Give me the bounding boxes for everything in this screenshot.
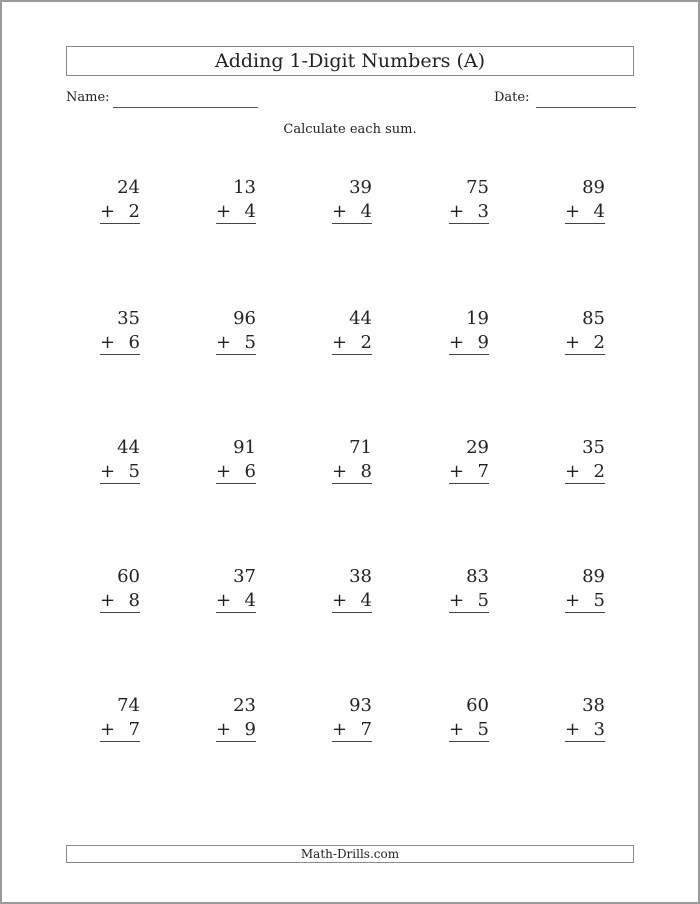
addition-problem — [332, 175, 372, 224]
plus-sign: + — [100, 590, 116, 611]
date-field[interactable] — [536, 107, 636, 108]
addition-problem — [449, 564, 489, 613]
addend-bottom-row — [216, 332, 256, 355]
plus-sign: + — [216, 719, 232, 740]
addition-problem — [332, 306, 372, 355]
addend-bottom: 6 — [128, 332, 140, 353]
addend-bottom-row — [100, 201, 140, 224]
addend-bottom-row — [216, 719, 256, 742]
addend-bottom-row — [565, 461, 605, 484]
addend-bottom: 5 — [593, 590, 605, 611]
addition-problem — [332, 693, 372, 742]
plus-sign: + — [565, 461, 581, 482]
plus-sign: + — [216, 590, 232, 611]
addend-bottom: 5 — [244, 332, 256, 353]
plus-sign: + — [332, 590, 348, 611]
addition-problem — [100, 175, 140, 224]
addend-top: 24 — [117, 177, 140, 198]
addend-bottom: 7 — [477, 461, 489, 482]
addition-problem — [565, 693, 605, 742]
addition-problem — [100, 306, 140, 355]
addition-problem — [565, 435, 605, 484]
addend-bottom: 9 — [477, 332, 489, 353]
addend-bottom: 7 — [360, 719, 372, 740]
plus-sign: + — [216, 332, 232, 353]
addition-problem — [332, 564, 372, 613]
instructions: Calculate each sum. — [283, 122, 417, 137]
addend-top: 13 — [233, 177, 256, 198]
plus-sign: + — [332, 201, 348, 222]
addend-bottom-row — [449, 719, 489, 742]
addend-bottom-row — [216, 590, 256, 613]
worksheet-title: Adding 1-Digit Numbers (A) — [66, 46, 634, 76]
addend-top: 23 — [233, 695, 256, 716]
addend-bottom: 4 — [360, 590, 372, 611]
addend-bottom: 6 — [244, 461, 256, 482]
addend-bottom-row — [449, 201, 489, 224]
name-label: Name: — [66, 90, 110, 105]
addend-bottom-row — [332, 461, 372, 484]
addend-bottom-row — [449, 332, 489, 355]
addition-problem — [216, 435, 256, 484]
plus-sign: + — [449, 461, 465, 482]
addend-top: 19 — [466, 308, 489, 329]
addend-top: 89 — [582, 566, 605, 587]
addend-bottom: 4 — [244, 201, 256, 222]
addition-problem — [449, 175, 489, 224]
addend-top: 71 — [349, 437, 372, 458]
addend-bottom-row — [216, 461, 256, 484]
plus-sign: + — [100, 719, 116, 740]
date-label: Date: — [494, 90, 530, 105]
addend-top: 39 — [349, 177, 372, 198]
plus-sign: + — [100, 461, 116, 482]
addend-top: 93 — [349, 695, 372, 716]
addend-bottom-row — [332, 201, 372, 224]
addend-bottom-row — [565, 719, 605, 742]
plus-sign: + — [449, 332, 465, 353]
plus-sign: + — [449, 201, 465, 222]
addition-problem — [565, 306, 605, 355]
addend-bottom-row — [449, 590, 489, 613]
addend-bottom: 2 — [593, 461, 605, 482]
addend-bottom: 5 — [128, 461, 140, 482]
plus-sign: + — [449, 590, 465, 611]
addend-top: 91 — [233, 437, 256, 458]
addend-bottom: 5 — [477, 590, 489, 611]
addend-bottom-row — [100, 461, 140, 484]
addend-top: 74 — [117, 695, 140, 716]
addend-top: 60 — [117, 566, 140, 587]
plus-sign: + — [216, 461, 232, 482]
addend-top: 85 — [582, 308, 605, 329]
addition-problem — [449, 306, 489, 355]
addend-bottom: 2 — [593, 332, 605, 353]
addend-bottom-row — [216, 201, 256, 224]
addition-problem — [216, 306, 256, 355]
addend-bottom: 2 — [360, 332, 372, 353]
addend-bottom: 3 — [593, 719, 605, 740]
addition-problem — [100, 435, 140, 484]
plus-sign: + — [449, 719, 465, 740]
addend-top: 38 — [582, 695, 605, 716]
addition-problem — [332, 435, 372, 484]
addend-bottom-row — [565, 590, 605, 613]
addition-problem — [449, 435, 489, 484]
addend-bottom: 2 — [128, 201, 140, 222]
addend-top: 75 — [466, 177, 489, 198]
addend-bottom: 4 — [244, 590, 256, 611]
addend-top: 38 — [349, 566, 372, 587]
addend-bottom-row — [332, 719, 372, 742]
plus-sign: + — [100, 332, 116, 353]
addition-problem — [216, 175, 256, 224]
addend-bottom: 8 — [128, 590, 140, 611]
addend-bottom-row — [332, 590, 372, 613]
plus-sign: + — [216, 201, 232, 222]
plus-sign: + — [332, 719, 348, 740]
addend-bottom-row — [565, 332, 605, 355]
addend-bottom: 9 — [244, 719, 256, 740]
addend-bottom: 4 — [360, 201, 372, 222]
addition-problem — [100, 693, 140, 742]
addend-bottom: 8 — [360, 461, 372, 482]
plus-sign: + — [565, 590, 581, 611]
addition-problem — [100, 564, 140, 613]
addend-bottom-row — [100, 590, 140, 613]
addition-problem — [565, 564, 605, 613]
plus-sign: + — [565, 201, 581, 222]
addend-bottom-row — [449, 461, 489, 484]
name-field[interactable] — [113, 107, 258, 108]
addend-top: 35 — [582, 437, 605, 458]
addend-bottom: 7 — [128, 719, 140, 740]
plus-sign: + — [565, 719, 581, 740]
addition-problem — [216, 693, 256, 742]
addend-bottom-row — [332, 332, 372, 355]
addend-bottom: 4 — [593, 201, 605, 222]
addend-bottom-row — [100, 332, 140, 355]
addition-problem — [449, 693, 489, 742]
addition-problem — [216, 564, 256, 613]
plus-sign: + — [565, 332, 581, 353]
addend-top: 29 — [466, 437, 489, 458]
footer-credit: Math-Drills.com — [66, 845, 634, 863]
addend-bottom: 5 — [477, 719, 489, 740]
addend-top: 96 — [233, 308, 256, 329]
plus-sign: + — [100, 201, 116, 222]
addend-top: 83 — [466, 566, 489, 587]
plus-sign: + — [332, 461, 348, 482]
addend-top: 89 — [582, 177, 605, 198]
addend-top: 60 — [466, 695, 489, 716]
addend-bottom-row — [100, 719, 140, 742]
plus-sign: + — [332, 332, 348, 353]
addend-bottom: 3 — [477, 201, 489, 222]
addend-bottom-row — [565, 201, 605, 224]
addend-top: 44 — [349, 308, 372, 329]
addend-top: 44 — [117, 437, 140, 458]
addition-problem — [565, 175, 605, 224]
addend-top: 37 — [233, 566, 256, 587]
addend-top: 35 — [117, 308, 140, 329]
